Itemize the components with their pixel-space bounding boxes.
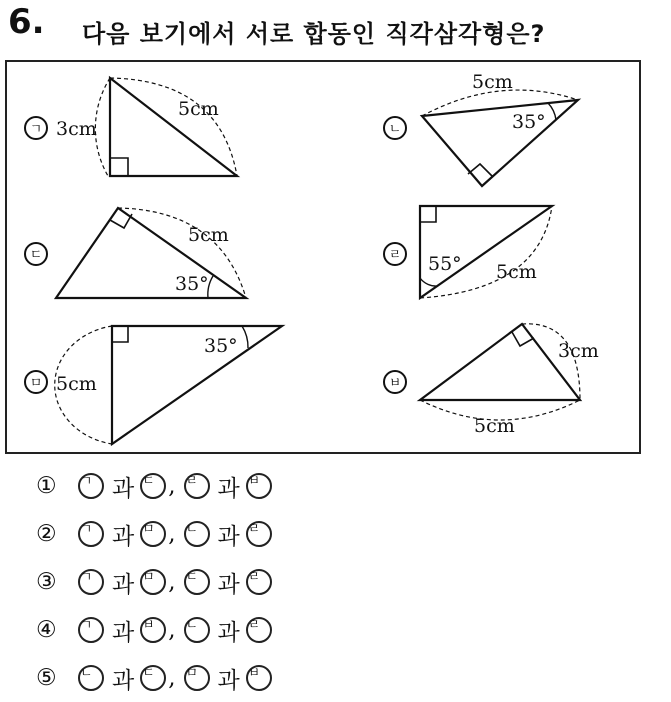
option-word: 과 <box>112 667 135 694</box>
option-item: ㄹ <box>246 617 272 643</box>
option-item: ㄴ <box>78 665 104 691</box>
question-text: 다음 보기에서 서로 합동인 직각삼각형은? <box>82 20 546 48</box>
option-word: 과 <box>112 619 135 646</box>
option-word: 과 <box>112 523 135 550</box>
triangle-d <box>384 206 552 298</box>
option-item: ㅁ <box>140 521 166 547</box>
figure-d-angle: 55° <box>428 253 462 275</box>
option-4[interactable] <box>36 606 274 654</box>
option-comma: , <box>168 569 176 595</box>
figure-f-label: ㅂ <box>388 376 402 391</box>
figure-e-angle: 35° <box>204 335 238 357</box>
option-item: ㅁ <box>184 665 210 691</box>
figure-d-label: ㄹ <box>388 248 402 263</box>
option-word: 과 <box>112 571 135 598</box>
option-item: ㄱ <box>78 569 104 595</box>
option-item: ㄱ <box>78 473 104 499</box>
figure-b-side: 5cm <box>472 71 513 93</box>
triangle-b <box>384 71 578 186</box>
option-item: ㄱ <box>78 617 104 643</box>
figure-e-label: ㅁ <box>29 376 43 391</box>
option-number: ② <box>36 521 57 547</box>
option-item: ㄴ <box>184 521 210 547</box>
triangle-e <box>25 326 282 444</box>
question-number: 6. <box>8 2 45 42</box>
figure-a-side-2: 5cm <box>178 98 219 120</box>
figure-f-side-1: 3cm <box>558 340 599 362</box>
figure-a-label: ㄱ <box>29 122 43 137</box>
option-item: ㄷ <box>140 473 166 499</box>
option-5[interactable] <box>36 654 274 702</box>
figure-d-side: 5cm <box>496 261 537 283</box>
option-item: ㄹ <box>246 569 272 595</box>
option-comma: , <box>168 665 176 691</box>
option-item: ㄷ <box>140 665 166 691</box>
option-2[interactable] <box>36 510 274 558</box>
figure-e-side: 5cm <box>56 373 97 395</box>
answer-options <box>36 462 274 702</box>
figure-b-angle: 35° <box>512 111 546 133</box>
option-comma: , <box>168 521 176 547</box>
option-word: 과 <box>217 475 240 502</box>
option-word: 과 <box>217 619 240 646</box>
option-number: ⑤ <box>36 665 57 691</box>
figure-c-label: ㄷ <box>29 248 43 263</box>
option-number: ① <box>36 473 57 499</box>
figure-a-side-1: 3cm <box>56 118 97 140</box>
option-item: ㄹ <box>246 521 272 547</box>
option-comma: , <box>168 617 176 643</box>
option-word: 과 <box>217 667 240 694</box>
option-item: ㄷ <box>184 569 210 595</box>
triangle-c <box>25 208 246 298</box>
option-number: ④ <box>36 617 57 643</box>
option-item: ㅂ <box>246 473 272 499</box>
option-word: 과 <box>217 523 240 550</box>
figure-c-side: 5cm <box>188 224 229 246</box>
figure-b-label: ㄴ <box>388 122 402 137</box>
option-item: ㄹ <box>184 473 210 499</box>
option-1[interactable] <box>36 462 274 510</box>
option-item: ㄴ <box>184 617 210 643</box>
figure-f-side-2: 5cm <box>474 415 515 437</box>
option-number: ③ <box>36 569 57 595</box>
triangle-a <box>25 78 237 176</box>
option-item: ㅁ <box>140 569 166 595</box>
triangle-f <box>384 324 599 437</box>
option-item: ㄱ <box>78 521 104 547</box>
option-item: ㅂ <box>140 617 166 643</box>
option-word: 과 <box>112 475 135 502</box>
option-3[interactable] <box>36 558 274 606</box>
figure-c-angle: 35° <box>175 273 209 295</box>
option-word: 과 <box>217 571 240 598</box>
option-comma: , <box>168 473 176 499</box>
option-item: ㅂ <box>246 665 272 691</box>
